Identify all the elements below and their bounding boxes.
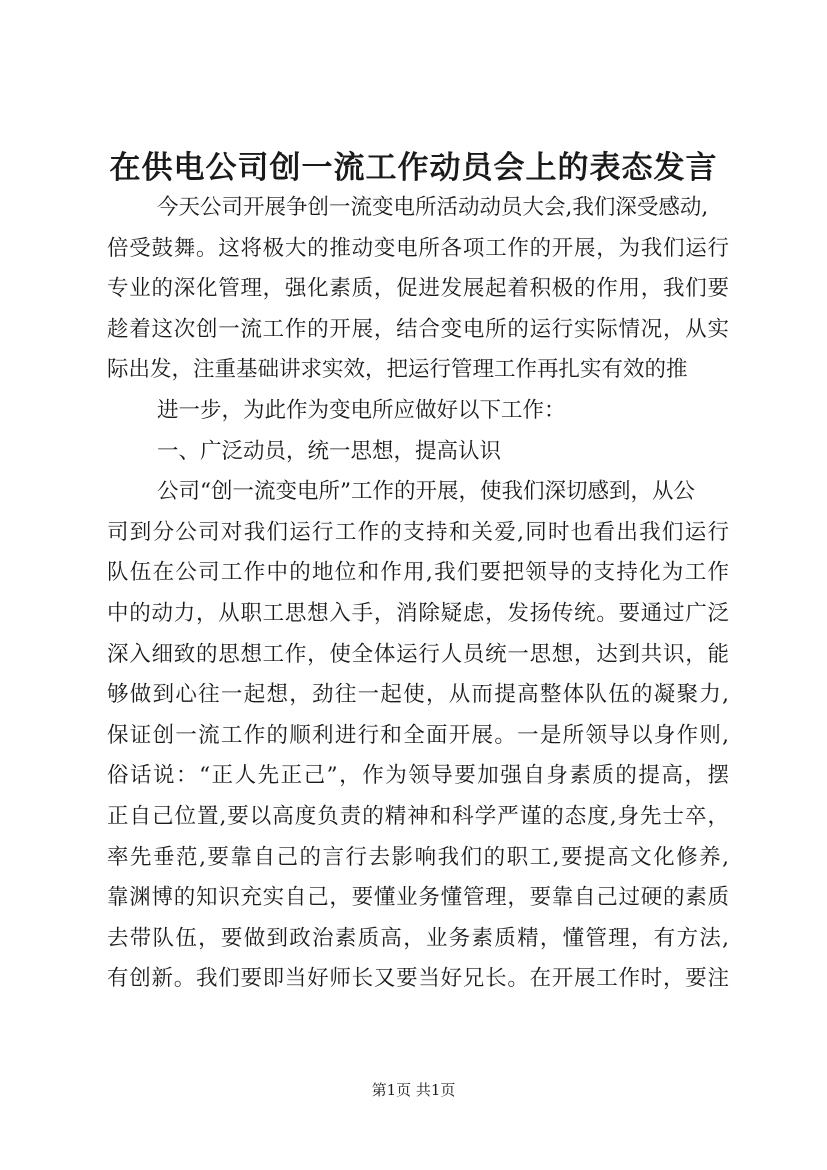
document-body [107,188,729,1000]
paragraph-line: 正自己位置,要以高度负责的精神和科学严谨的态度,身先士卒， [107,803,729,829]
paragraph-line: 趁着这次创一流工作的开展，结合变电所的运行实际情况，从实 [107,316,729,342]
paragraph-line: 队伍在公司工作中的地位和作用,我们要把领导的支持化为工作 [107,560,729,586]
paragraph-line: 深入细致的思想工作，使全体运行人员统一思想，达到共识，能 [107,641,729,667]
section-heading: 一、广泛动员，统一思想，提高认识 [157,438,502,464]
paragraph-line: 去带队伍，要做到政治素质高，业务素质精，懂管理，有方法, [107,925,729,951]
paragraph-line: 有创新。我们要即当好师长又要当好兄长。在开展工作时，要注 [107,966,729,992]
paragraph-line: 中的动力，从职工思想入手，消除疑虑，发扬传统。要通过广泛 [107,600,729,626]
paragraph-line: 靠渊博的知识充实自己，要懂业务懂管理，要靠自己过硬的素质 [107,885,729,911]
page-number: 第1页 共1页 [371,1081,456,1099]
paragraph-line: 公司“创一流变电所”工作的开展，使我们深切感到，从公 [157,479,695,505]
paragraph-line: 保证创一流工作的顺利进行和全面开展。一是所领导以身作则, [107,722,729,748]
paragraph-line: 够做到心往一起想，劲往一起使，从而提高整体队伍的凝聚力, [107,682,729,708]
paragraph-line: 率先垂范,要靠自己的言行去影响我们的职工,要提高文化修养, [107,844,729,870]
document-title: 在供电公司创一流工作动员会上的表态发言 [109,150,718,186]
paragraph-line: 今天公司开展争创一流变电所活动动员大会,我们深受感动, [157,195,709,220]
paragraph-line: 际出发，注重基础讲求实效，把运行管理工作再扎实有效的推 [107,357,688,383]
paragraph-line: 司到分公司对我们运行工作的支持和关爱,同时也看出我们运行 [107,519,729,545]
paragraph-line: 倍受鼓舞。这将极大的推动变电所各项工作的开展，为我们运行 [107,235,729,261]
paragraph-line: 进一步，为此作为变电所应做好以下工作： [157,397,566,423]
paragraph-line: 专业的深化管理，强化素质，促进发展起着积极的作用，我们要 [107,276,729,302]
paragraph-line: 俗话说：“正人先正己”，作为领导要加强自身素质的提高，摆 [107,763,729,789]
